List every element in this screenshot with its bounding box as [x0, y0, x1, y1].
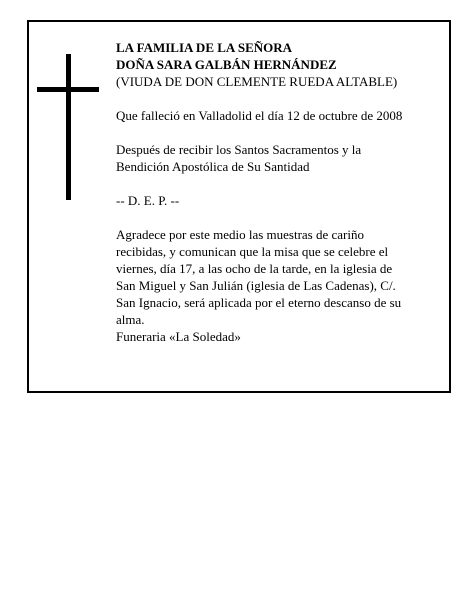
message-line-4: San Miguel y San Julián (iglesia de Las Cadenas), C/. [116, 278, 396, 293]
dep-line: -- D. E. P. -- [116, 193, 180, 208]
message-line-5: San Ignacio, será aplicada por el eterno descanso de su [116, 295, 402, 310]
message-line-6: alma. [116, 312, 145, 327]
funeral-home: Funeraria «La Soledad» [116, 329, 241, 344]
deceased-name: DOÑA SARA GALBÁN HERNÁNDEZ [116, 57, 337, 72]
notice-text [116, 39, 446, 345]
message-line-2: recibidas, y comunican que la misa que se celebre el [116, 244, 389, 259]
sacraments-line-2: Bendición Apostólica de Su Santidad [116, 159, 310, 174]
message-line-3: viernes, día 17, a las ocho de la tarde, en la iglesia de [116, 261, 393, 276]
obituary-notice [27, 20, 451, 393]
cross-vertical-bar [66, 54, 71, 200]
cross-icon [37, 54, 99, 200]
header-line-1: LA FAMILIA DE LA SEÑORA [116, 40, 293, 55]
widow-line: (VIUDA DE DON CLEMENTE RUEDA ALTABLE) [116, 74, 398, 89]
cross-horizontal-bar [37, 87, 99, 92]
message-line-1: Agradece por este medio las muestras de cariño [116, 227, 364, 242]
sacraments-line-1: Después de recibir los Santos Sacramentos y la [116, 142, 362, 157]
death-line: Que falleció en Valladolid el día 12 de octubre de 2008 [116, 108, 403, 123]
